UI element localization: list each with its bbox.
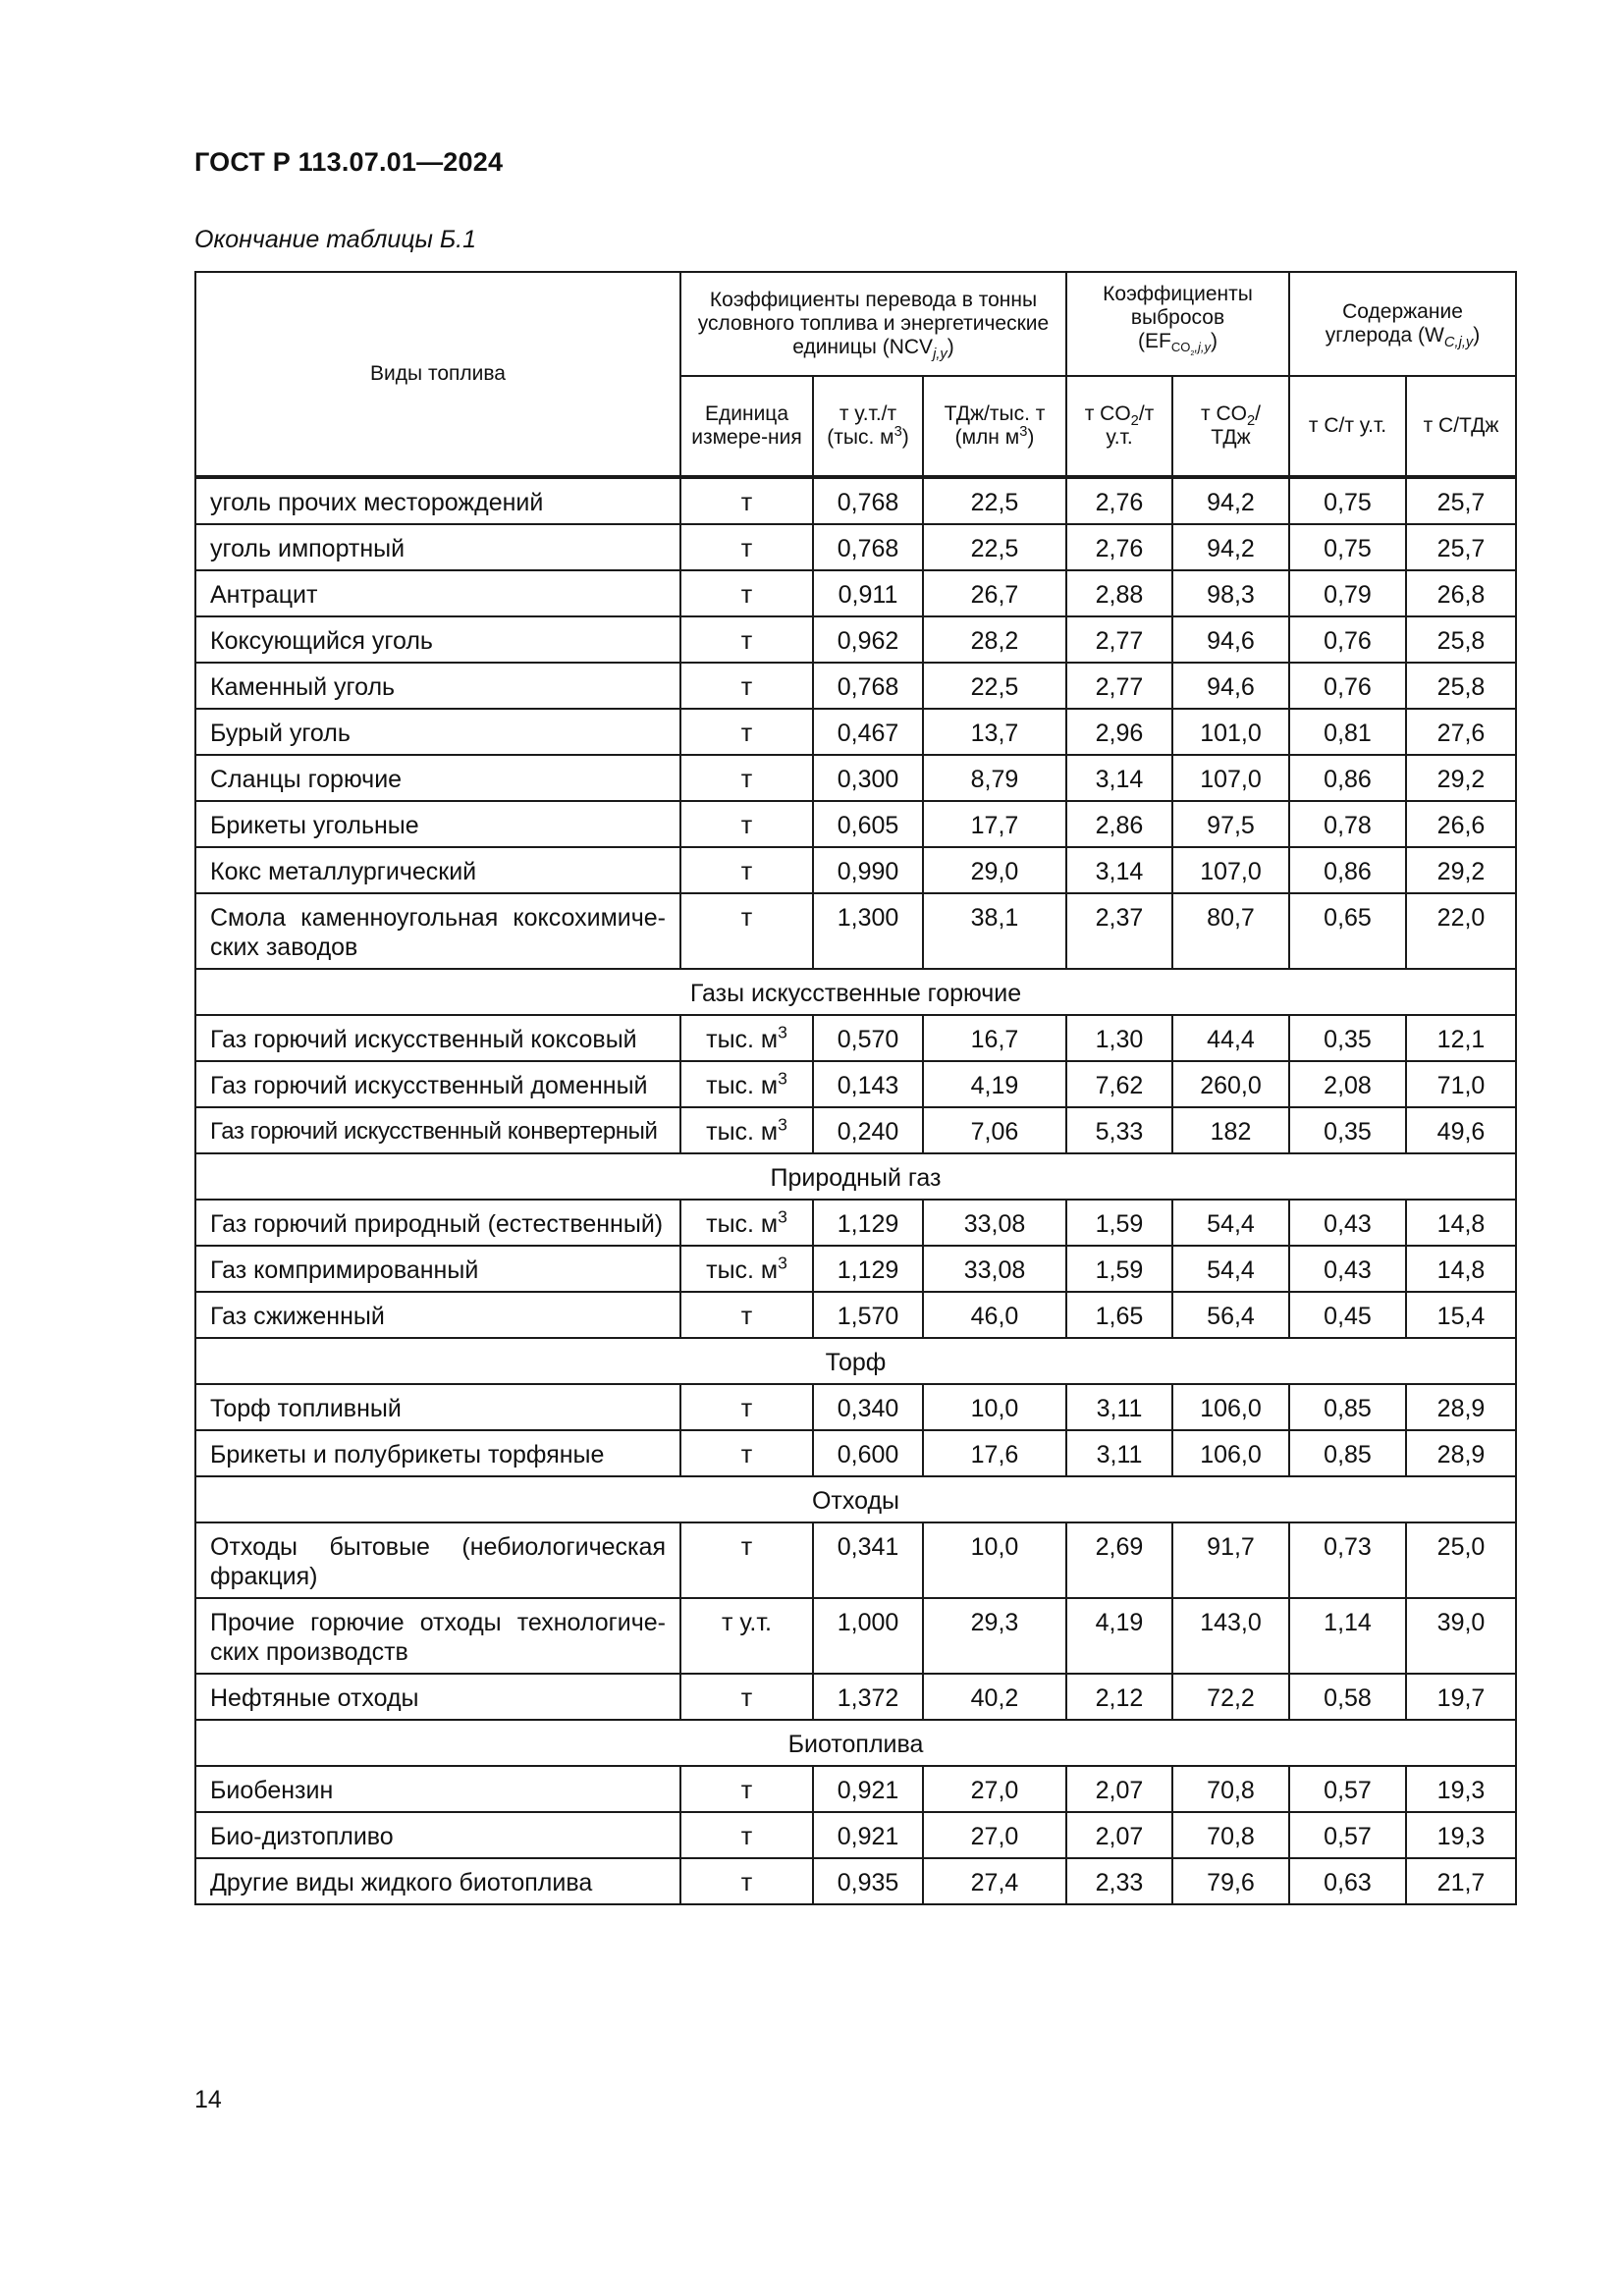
header-tc-per-tce: т С/т у.т. [1289, 376, 1406, 477]
unit-cell: т у.т. [680, 1598, 813, 1674]
header-tc-per-tj: т С/ТДж [1406, 376, 1516, 477]
value-cell-v1: 1,372 [813, 1674, 923, 1720]
value-cell-v6: 71,0 [1406, 1061, 1516, 1107]
table-row [195, 1430, 1516, 1476]
value-cell-v3: 7,62 [1066, 1061, 1172, 1107]
header-carbon-content: Содержание углерода $(W_{C,j,y})$ [1289, 272, 1516, 376]
value-cell-v6: 22,0 [1406, 893, 1516, 969]
value-cell-v4: 94,6 [1172, 663, 1289, 709]
value-cell-v2: 29,3 [923, 1598, 1066, 1674]
value-cell-v4: 70,8 [1172, 1766, 1289, 1812]
value-cell-v6: 26,6 [1406, 801, 1516, 847]
fuel-name-cell: уголь импортный [195, 524, 680, 570]
value-cell-v6: 25,8 [1406, 616, 1516, 663]
fuel-name-cell: Кокс металлургический [195, 847, 680, 893]
value-cell-v5: 0,79 [1289, 570, 1406, 616]
value-cell-v6: 21,7 [1406, 1858, 1516, 1904]
value-cell-v3: 2,69 [1066, 1522, 1172, 1598]
value-cell-v4: 54,4 [1172, 1200, 1289, 1246]
value-cell-v5: 0,86 [1289, 847, 1406, 893]
fuel-name-cell: Каменный уголь [195, 663, 680, 709]
value-cell-v4: 97,5 [1172, 801, 1289, 847]
value-cell-v1: 1,300 [813, 893, 923, 969]
section-title: Торф [195, 1338, 1516, 1384]
value-cell-v2: 7,06 [923, 1107, 1066, 1153]
table-continuation-caption: Окончание таблицы Б.1 [194, 226, 476, 253]
value-cell-v3: 2,96 [1066, 709, 1172, 755]
value-cell-v4: 54,4 [1172, 1246, 1289, 1292]
value-cell-v5: 1,14 [1289, 1598, 1406, 1674]
value-cell-v4: 80,7 [1172, 893, 1289, 969]
table-row [195, 477, 1516, 524]
header-tj-per-kt: ТДж/тыс. т (млн $м^3$) [923, 376, 1066, 477]
value-cell-v3: 3,11 [1066, 1384, 1172, 1430]
value-cell-v2: 27,0 [923, 1812, 1066, 1858]
value-cell-v4: 101,0 [1172, 709, 1289, 755]
table-row [195, 1384, 1516, 1430]
section-title: Отходы [195, 1476, 1516, 1522]
value-cell-v1: 0,600 [813, 1430, 923, 1476]
value-cell-v2: 33,08 [923, 1246, 1066, 1292]
unit-cell: т [680, 847, 813, 893]
value-cell-v3: 3,14 [1066, 755, 1172, 801]
value-cell-v2: 22,5 [923, 663, 1066, 709]
section-title: Природный газ [195, 1153, 1516, 1200]
section-row [195, 1153, 1516, 1200]
value-cell-v3: 4,19 [1066, 1598, 1172, 1674]
value-cell-v6: 19,3 [1406, 1812, 1516, 1858]
value-cell-v1: 1,570 [813, 1292, 923, 1338]
fuel-name-cell: Отходы бытовые (небиологическая фракция) [195, 1522, 680, 1598]
value-cell-v5: 2,08 [1289, 1061, 1406, 1107]
value-cell-v6: 49,6 [1406, 1107, 1516, 1153]
value-cell-v1: 1,129 [813, 1246, 923, 1292]
value-cell-v2: 22,5 [923, 524, 1066, 570]
value-cell-v2: 27,0 [923, 1766, 1066, 1812]
value-cell-v5: 0,76 [1289, 663, 1406, 709]
value-cell-v1: 0,962 [813, 616, 923, 663]
value-cell-v5: 0,85 [1289, 1384, 1406, 1430]
value-cell-v1: 0,300 [813, 755, 923, 801]
value-cell-v5: 0,75 [1289, 524, 1406, 570]
unit-cell: т [680, 1430, 813, 1476]
fuel-name-cell: уголь прочих месторождений [195, 477, 680, 524]
unit-cell: т [680, 570, 813, 616]
value-cell-v5: 0,45 [1289, 1292, 1406, 1338]
fuel-name-cell: Газ горючий искусственный конвертерный [195, 1107, 680, 1153]
value-cell-v1: 0,990 [813, 847, 923, 893]
header-conversion-coefficients: Коэффициенты перевода в тонны условного топлива и энергетические единицы $(NCV_{j,y})$ [680, 272, 1066, 376]
unit-cell: т [680, 663, 813, 709]
value-cell-v5: 0,76 [1289, 616, 1406, 663]
unit-cell: т [680, 1292, 813, 1338]
fuel-name-cell: Брикеты и полубрикеты торфяные [195, 1430, 680, 1476]
value-cell-v1: 0,911 [813, 570, 923, 616]
value-cell-v2: 13,7 [923, 709, 1066, 755]
unit-cell: т [680, 1674, 813, 1720]
value-cell-v4: 98,3 [1172, 570, 1289, 616]
value-cell-v4: 107,0 [1172, 755, 1289, 801]
value-cell-v4: 91,7 [1172, 1522, 1289, 1598]
value-cell-v2: 10,0 [923, 1522, 1066, 1598]
section-row [195, 1720, 1516, 1766]
fuel-name-cell: Брикеты угольные [195, 801, 680, 847]
value-cell-v4: 44,4 [1172, 1015, 1289, 1061]
section-row [195, 969, 1516, 1015]
value-cell-v5: 0,65 [1289, 893, 1406, 969]
value-cell-v3: 1,65 [1066, 1292, 1172, 1338]
value-cell-v1: 0,340 [813, 1384, 923, 1430]
value-cell-v1: 0,935 [813, 1858, 923, 1904]
value-cell-v3: 3,14 [1066, 847, 1172, 893]
unit-cell: т [680, 524, 813, 570]
value-cell-v3: 2,77 [1066, 663, 1172, 709]
value-cell-v2: 22,5 [923, 477, 1066, 524]
value-cell-v4: 106,0 [1172, 1430, 1289, 1476]
table-row [195, 570, 1516, 616]
value-cell-v2: 38,1 [923, 893, 1066, 969]
value-cell-v6: 26,8 [1406, 570, 1516, 616]
section-row [195, 1476, 1516, 1522]
value-cell-v1: 0,570 [813, 1015, 923, 1061]
value-cell-v4: 70,8 [1172, 1812, 1289, 1858]
section-title: Биотоплива [195, 1720, 1516, 1766]
value-cell-v2: 28,2 [923, 616, 1066, 663]
value-cell-v2: 16,7 [923, 1015, 1066, 1061]
value-cell-v3: 2,07 [1066, 1812, 1172, 1858]
value-cell-v4: 260,0 [1172, 1061, 1289, 1107]
value-cell-v5: 0,43 [1289, 1200, 1406, 1246]
header-unit: Единица измере-ния [680, 376, 813, 477]
header-tco2-per-tj: т $CO_2/$ ТДж [1172, 376, 1289, 477]
value-cell-v6: 25,7 [1406, 477, 1516, 524]
value-cell-v2: 46,0 [923, 1292, 1066, 1338]
value-cell-v2: 27,4 [923, 1858, 1066, 1904]
header-tco2-per-tce: т $CO_2/т$ у.т. [1066, 376, 1172, 477]
fuel-coefficients-table [194, 271, 1517, 1905]
unit-cell: т [680, 755, 813, 801]
unit-cell: т [680, 477, 813, 524]
value-cell-v3: 1,30 [1066, 1015, 1172, 1061]
value-cell-v1: 1,000 [813, 1598, 923, 1674]
unit-cell: тыс. $м^3$ [680, 1246, 813, 1292]
page-number: 14 [194, 2086, 222, 2113]
table-row [195, 801, 1516, 847]
value-cell-v5: 0,78 [1289, 801, 1406, 847]
table-row [195, 1812, 1516, 1858]
value-cell-v6: 25,8 [1406, 663, 1516, 709]
value-cell-v3: 2,33 [1066, 1858, 1172, 1904]
fuel-name-cell: Сланцы горючие [195, 755, 680, 801]
fuel-name-cell: Прочие горючие отходы технологиче-ских производств [195, 1598, 680, 1674]
value-cell-v4: 79,6 [1172, 1858, 1289, 1904]
value-cell-v6: 29,2 [1406, 755, 1516, 801]
fuel-name-cell: Смола каменноугольная коксохимиче-ских заводов [195, 893, 680, 969]
value-cell-v3: 5,33 [1066, 1107, 1172, 1153]
fuel-name-cell: Торф топливный [195, 1384, 680, 1430]
unit-cell: т [680, 1812, 813, 1858]
value-cell-v4: 94,6 [1172, 616, 1289, 663]
value-cell-v1: 1,129 [813, 1200, 923, 1246]
table-row [195, 709, 1516, 755]
value-cell-v6: 28,9 [1406, 1430, 1516, 1476]
value-cell-v6: 19,7 [1406, 1674, 1516, 1720]
value-cell-v6: 25,7 [1406, 524, 1516, 570]
value-cell-v2: 33,08 [923, 1200, 1066, 1246]
value-cell-v2: 4,19 [923, 1061, 1066, 1107]
value-cell-v1: 0,240 [813, 1107, 923, 1153]
value-cell-v3: 2,37 [1066, 893, 1172, 969]
fuel-name-cell: Газ горючий природный (естественный) [195, 1200, 680, 1246]
value-cell-v5: 0,57 [1289, 1766, 1406, 1812]
table-header-row [195, 272, 1516, 376]
value-cell-v3: 1,59 [1066, 1246, 1172, 1292]
fuel-name-cell: Газ горючий искусственный доменный [195, 1061, 680, 1107]
header-tce-per-t: т у.т./т (тыс. $м^3$) [813, 376, 923, 477]
value-cell-v4: 143,0 [1172, 1598, 1289, 1674]
value-cell-v6: 25,0 [1406, 1522, 1516, 1598]
fuel-name-cell: Бурый уголь [195, 709, 680, 755]
value-cell-v5: 0,73 [1289, 1522, 1406, 1598]
value-cell-v2: 17,6 [923, 1430, 1066, 1476]
value-cell-v3: 2,12 [1066, 1674, 1172, 1720]
table-row [195, 1061, 1516, 1107]
value-cell-v5: 0,75 [1289, 477, 1406, 524]
value-cell-v1: 0,341 [813, 1522, 923, 1598]
table-row [195, 1292, 1516, 1338]
unit-cell: т [680, 1766, 813, 1812]
value-cell-v1: 0,467 [813, 709, 923, 755]
value-cell-v6: 19,3 [1406, 1766, 1516, 1812]
value-cell-v6: 29,2 [1406, 847, 1516, 893]
value-cell-v6: 15,4 [1406, 1292, 1516, 1338]
value-cell-v6: 27,6 [1406, 709, 1516, 755]
value-cell-v1: 0,768 [813, 663, 923, 709]
value-cell-v2: 40,2 [923, 1674, 1066, 1720]
value-cell-v4: 94,2 [1172, 477, 1289, 524]
value-cell-v1: 0,768 [813, 477, 923, 524]
value-cell-v3: 2,76 [1066, 477, 1172, 524]
value-cell-v1: 0,921 [813, 1766, 923, 1812]
unit-cell: т [680, 801, 813, 847]
table-row [195, 1015, 1516, 1061]
value-cell-v5: 0,85 [1289, 1430, 1406, 1476]
fuel-name-cell: Газ компримированный [195, 1246, 680, 1292]
document-title: ГОСТ Р 113.07.01—2024 [194, 147, 504, 177]
fuel-name-cell: Другие виды жидкого биотоплива [195, 1858, 680, 1904]
value-cell-v2: 17,7 [923, 801, 1066, 847]
value-cell-v5: 0,81 [1289, 709, 1406, 755]
section-row [195, 1338, 1516, 1384]
value-cell-v4: 107,0 [1172, 847, 1289, 893]
value-cell-v1: 0,768 [813, 524, 923, 570]
value-cell-v3: 1,59 [1066, 1200, 1172, 1246]
table-row [195, 1246, 1516, 1292]
value-cell-v3: 2,88 [1066, 570, 1172, 616]
value-cell-v4: 56,4 [1172, 1292, 1289, 1338]
section-title: Газы искусственные горючие [195, 969, 1516, 1015]
value-cell-v2: 8,79 [923, 755, 1066, 801]
value-cell-v3: 2,77 [1066, 616, 1172, 663]
value-cell-v4: 182 [1172, 1107, 1289, 1153]
table-row [195, 616, 1516, 663]
fuel-name-cell: Антрацит [195, 570, 680, 616]
table-row [195, 755, 1516, 801]
value-cell-v4: 106,0 [1172, 1384, 1289, 1430]
value-cell-v5: 0,63 [1289, 1858, 1406, 1904]
value-cell-v5: 0,86 [1289, 755, 1406, 801]
value-cell-v1: 0,605 [813, 801, 923, 847]
value-cell-v3: 2,86 [1066, 801, 1172, 847]
table-row [195, 1858, 1516, 1904]
unit-cell: т [680, 1384, 813, 1430]
value-cell-v2: 10,0 [923, 1384, 1066, 1430]
table-row [195, 524, 1516, 570]
table-body [195, 477, 1516, 1904]
value-cell-v3: 3,11 [1066, 1430, 1172, 1476]
value-cell-v1: 0,921 [813, 1812, 923, 1858]
value-cell-v5: 0,58 [1289, 1674, 1406, 1720]
unit-cell: т [680, 893, 813, 969]
unit-cell: тыс. $м^3$ [680, 1200, 813, 1246]
value-cell-v6: 39,0 [1406, 1598, 1516, 1674]
table-row [195, 663, 1516, 709]
table-row [195, 1522, 1516, 1598]
unit-cell: т [680, 709, 813, 755]
table-row [195, 893, 1516, 969]
table-row [195, 847, 1516, 893]
header-emission-coefficients: Коэффициенты выбросов $(EF_{CO_2,j,y})$ [1066, 272, 1289, 376]
fuel-name-cell: Коксующийся уголь [195, 616, 680, 663]
unit-cell: тыс. $м^3$ [680, 1015, 813, 1061]
value-cell-v3: 2,07 [1066, 1766, 1172, 1812]
table-row [195, 1598, 1516, 1674]
value-cell-v5: 0,35 [1289, 1107, 1406, 1153]
table-row [195, 1107, 1516, 1153]
value-cell-v2: 29,0 [923, 847, 1066, 893]
unit-cell: т [680, 616, 813, 663]
value-cell-v6: 14,8 [1406, 1200, 1516, 1246]
value-cell-v5: 0,43 [1289, 1246, 1406, 1292]
fuel-name-cell: Био-дизтопливо [195, 1812, 680, 1858]
unit-cell: тыс. $м^3$ [680, 1107, 813, 1153]
value-cell-v1: 0,143 [813, 1061, 923, 1107]
unit-cell: т [680, 1858, 813, 1904]
fuel-name-cell: Биобензин [195, 1766, 680, 1812]
unit-cell: тыс. $м^3$ [680, 1061, 813, 1107]
value-cell-v4: 72,2 [1172, 1674, 1289, 1720]
value-cell-v6: 14,8 [1406, 1246, 1516, 1292]
table-row [195, 1766, 1516, 1812]
fuel-name-cell: Газ горючий искусственный коксовый [195, 1015, 680, 1061]
value-cell-v6: 28,9 [1406, 1384, 1516, 1430]
fuel-name-cell: Нефтяные отходы [195, 1674, 680, 1720]
table-row [195, 1674, 1516, 1720]
value-cell-v3: 2,76 [1066, 524, 1172, 570]
header-fuel-types: Виды топлива [195, 272, 680, 477]
value-cell-v6: 12,1 [1406, 1015, 1516, 1061]
value-cell-v2: 26,7 [923, 570, 1066, 616]
value-cell-v4: 94,2 [1172, 524, 1289, 570]
fuel-name-cell: Газ сжиженный [195, 1292, 680, 1338]
unit-cell: т [680, 1522, 813, 1598]
value-cell-v5: 0,57 [1289, 1812, 1406, 1858]
value-cell-v5: 0,35 [1289, 1015, 1406, 1061]
table-row [195, 1200, 1516, 1246]
